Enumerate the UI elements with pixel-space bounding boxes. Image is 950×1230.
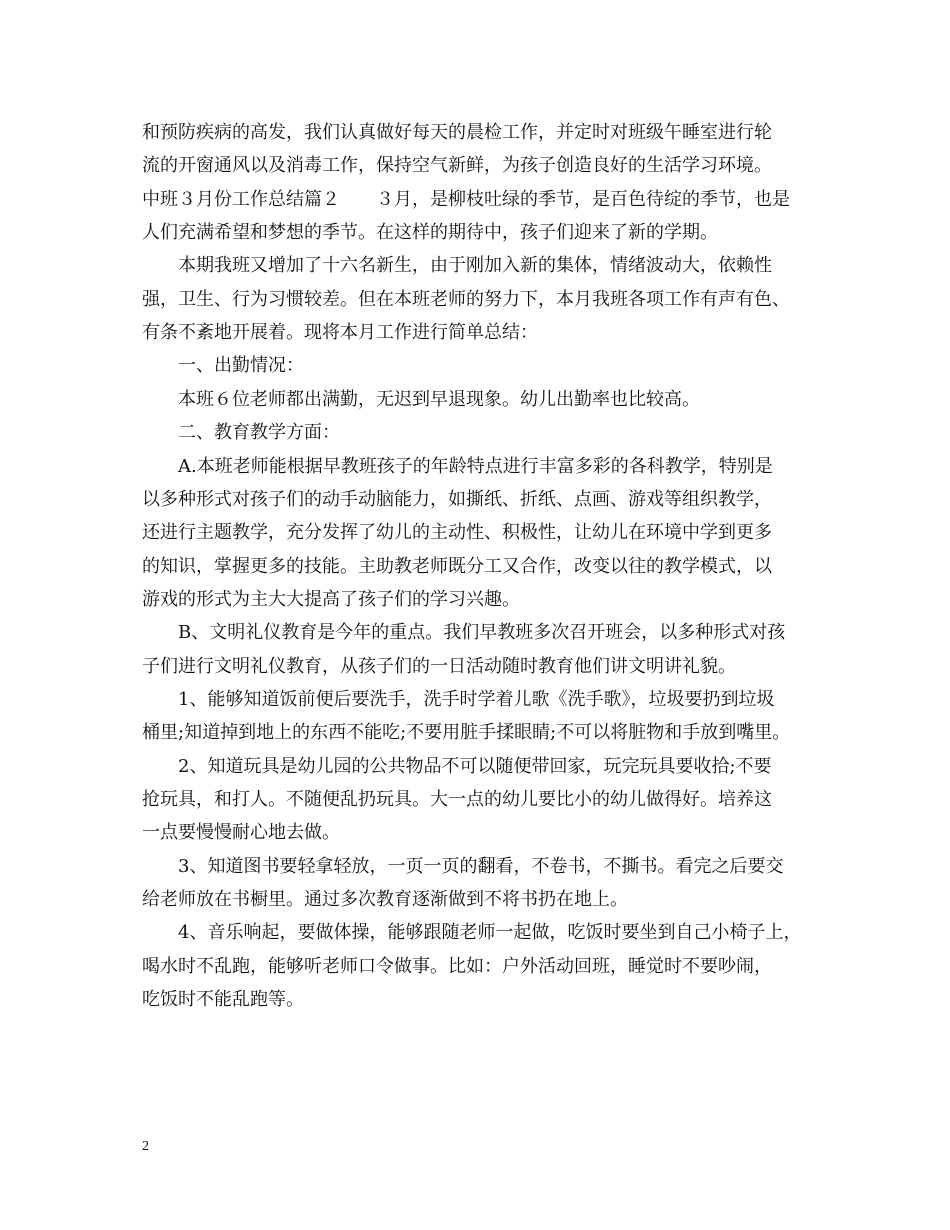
- text-line: 和预防疾病的高发，我们认真做好每天的晨检工作，并定时对班级午睡室进行轮: [142, 122, 772, 143]
- text-line: 喝水时不乱跑，能够听老师口令做事。比如：户外活动回班，睡觉时不要吵闹，: [142, 955, 772, 977]
- text-line: 二、教育教学方面：: [142, 422, 340, 444]
- text-line: 以多种形式对孩子们的动手动脑能力，如撕纸、折纸、点画、游戏等组织教学，: [142, 488, 772, 510]
- text-line: 游戏的形式为主大大提高了孩子们的学习兴趣。: [142, 588, 520, 610]
- text-line: 3、知道图书要轻拿轻放，一页一页的翻看，不卷书，不撕书。看完之后要交: [142, 855, 784, 877]
- text-line: 有条不紊地开展着。现将本月工作进行简单总结：: [142, 322, 538, 344]
- text-line: 桶里;知道掉到地上的东西不能吃;不要用脏手揉眼睛;不可以将脏物和手放到嘴里。: [142, 722, 791, 744]
- text-line: 本班６位老师都出满勤，无迟到早退现象。幼儿出勤率也比较高。: [142, 388, 700, 410]
- page-number: 2: [142, 1139, 149, 1154]
- text-line: 抢玩具，和打人。不随便乱扔玩具。大一点的幼儿要比小的幼儿做得好。培养这: [142, 789, 772, 810]
- text-line: 流的开窗通风以及消毒工作，保持空气新鲜，为孩子创造良好的生活学习环境。: [142, 155, 772, 177]
- text-line: 人们充满希望和梦想的季节。在这样的期待中，孩子们迎来了新的学期。: [142, 222, 718, 244]
- text-line: 强，卫生、行为习惯较差。但在本班老师的努力下，本月我班各项工作有声有色、: [142, 288, 790, 310]
- text-line: 给老师放在书橱里。通过多次教育逐渐做到不将书扔在地上。: [142, 889, 628, 911]
- text-line: 子们进行文明礼仪教育，从孩子们的一日活动随时教育他们讲文明讲礼貌。: [142, 655, 736, 677]
- text-line: 吃饭时不能乱跑等。: [142, 989, 304, 1011]
- text-line: 一、出勤情况：: [142, 355, 304, 377]
- text-line: 的知识，掌握更多的技能。主助教老师既分工又合作，改变以往的教学模式，以: [142, 555, 772, 577]
- text-line: 本期我班又增加了十六名新生，由于刚加入新的集体，情绪波动大，依赖性: [142, 255, 772, 277]
- text-line: A.本班老师能根据早教班孩子的年龄特点进行丰富多彩的各科教学，特别是: [142, 455, 773, 477]
- text-line: 一点要慢慢耐心地去做。: [142, 822, 340, 844]
- text-line: 1、能够知道饭前便后要洗手，洗手时学着儿歌《洗手歌》，垃圾要扔到垃圾: [142, 688, 775, 710]
- text-line: B、文明礼仪教育是今年的重点。我们早教班多次召开班会，以多种形式对孩: [142, 622, 786, 644]
- text-line: 还进行主题教学，充分发挥了幼儿的主动性、积极性，让幼儿在环境中学到更多: [142, 522, 772, 544]
- text-line: 2、知道玩具是幼儿园的公共物品不可以随便带回家，玩完玩具要收拾;不要: [142, 755, 772, 777]
- text-line: 中班３月份工作总结篇２ ３月，是柳枝吐绿的季节，是百色待绽的季节，也是: [142, 188, 790, 210]
- text-line: 4、音乐响起，要做体操，能够跟随老师一起做，吃饭时要坐到自己小椅子上，: [142, 922, 802, 944]
